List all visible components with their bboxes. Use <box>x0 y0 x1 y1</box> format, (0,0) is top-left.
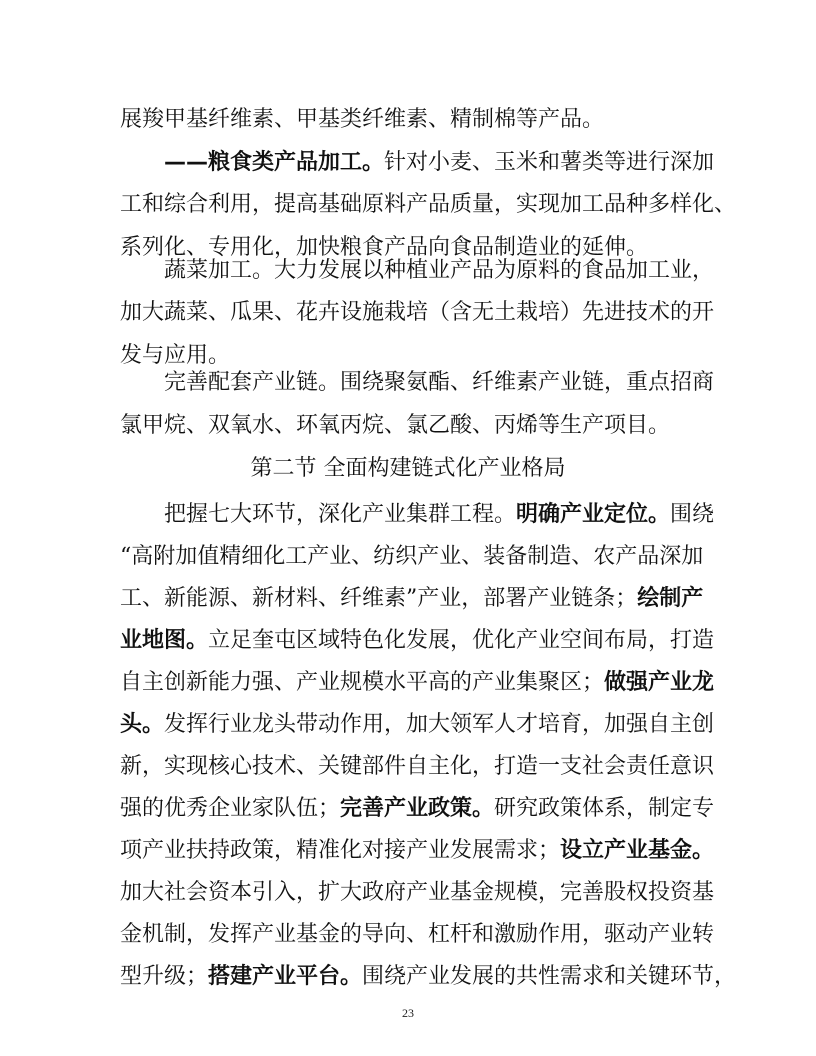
text-line-6 <box>120 292 715 334</box>
text-line-12 <box>120 578 704 620</box>
line-6-seg-1: 加大蔬菜、瓜果、花卉设施栽培（含无土栽培）先进技术的开 <box>120 300 715 325</box>
text-line-1 <box>120 99 696 141</box>
text-line-9 <box>120 405 696 447</box>
text-line-5b <box>164 250 715 292</box>
text-line-19 <box>120 872 715 914</box>
line-2-seg-1: ——粮食类产品加工。 <box>164 150 385 175</box>
line-14-seg-2: 做强产业龙 <box>604 670 715 695</box>
line-4-seg-1: 系列化、专用化，加快粮食产品向食品制造业的延伸。 <box>120 235 649 260</box>
line-1-seg-1: 展羧甲基纤维素、甲基类纤维素、精制棉等产品。 <box>120 107 605 132</box>
text-line-8 <box>164 362 715 404</box>
line-2-seg-2: 针对小麦、玉米和薯类等进行深加 <box>384 150 715 175</box>
line-10-seg-1: 把握七大环节，深化产业集群工程。 <box>164 502 517 527</box>
text-line-2 <box>164 142 715 184</box>
text-line-14 <box>120 662 715 704</box>
line-11-seg-1: “高附加值精细化工产业、纺织产业、装备制造、农产品深加 <box>120 544 704 569</box>
line-21-seg-3: 围绕产业发展的共性需求和关键环节， <box>362 964 737 989</box>
line-12-seg-2: 绘制产 <box>637 586 704 611</box>
text-line-21 <box>120 956 737 998</box>
text-line-20 <box>120 914 715 956</box>
text-line-16 <box>120 746 715 788</box>
line-12-seg-1: 工、新能源、新材料、纤维素”产业，部署产业链条； <box>120 586 638 611</box>
text-line-3 <box>120 184 737 226</box>
line-21-seg-1: 型升级； <box>120 964 209 989</box>
line-8-seg-1: 完善配套产业链。围绕聚氨酯、纤维素产业链，重点招商 <box>164 370 715 395</box>
text-line-10 <box>164 494 715 536</box>
line-19-seg-1: 加大社会资本引入，扩大政府产业基金规模，完善股权投资基 <box>120 880 715 905</box>
line-15-seg-2: 发挥行业龙头带动作用，加大领军人才培育，加强自主创 <box>164 712 715 737</box>
text-line-11 <box>120 536 704 578</box>
text-line-17 <box>120 788 715 830</box>
line-10-seg-3: 围绕 <box>670 502 715 527</box>
line-14-seg-1: 自主创新能力强、产业规模水平高的产业集聚区； <box>120 670 605 695</box>
line-21-seg-2: 搭建产业平台。 <box>208 964 363 989</box>
text-line-13 <box>120 620 715 662</box>
line-7-seg-1: 发与应用。 <box>120 343 231 368</box>
line-17-seg-1: 强的优秀企业家队伍； <box>120 796 341 821</box>
line-13-seg-2: 立足奎屯区域特色化发展，优化产业空间布局，打造 <box>208 628 715 653</box>
line-16-seg-1: 新，实现核心技术、关键部件自主化，打造一支社会责任意识 <box>120 754 715 779</box>
line-10-seg-2: 明确产业定位。 <box>516 502 671 527</box>
text-line-18 <box>120 830 715 872</box>
line-17-seg-2: 完善产业政策。 <box>340 796 495 821</box>
page-number: 23 <box>402 1006 414 1020</box>
line-3-seg-1: 工和综合利用，提高基础原料产品质量，实现加工品种多样化、 <box>120 192 737 217</box>
section-title: 第二节 全面构建链式化产业格局 <box>250 456 566 481</box>
line-9-seg-1: 氯甲烷、双氧水、环氧丙烷、氯乙酸、丙烯等生产项目。 <box>120 413 671 438</box>
line-18-seg-1: 项产业扶持政策，精准化对接产业发展需求； <box>120 838 561 863</box>
line-17-seg-3: 研究政策体系，制定专 <box>494 796 715 821</box>
line-5-seg-1: 蔬菜加工。大力发展以种植业产品为原料的食品加工业， <box>164 258 715 283</box>
text-line-15 <box>120 704 715 746</box>
line-13-seg-1: 业地图。 <box>120 628 209 653</box>
line-15-seg-1: 头。 <box>120 712 165 737</box>
line-20-seg-1: 金机制，发挥产业基金的导向、杠杆和激励作用，驱动产业转 <box>120 922 715 947</box>
line-18-seg-2: 设立产业基金。 <box>560 838 715 863</box>
